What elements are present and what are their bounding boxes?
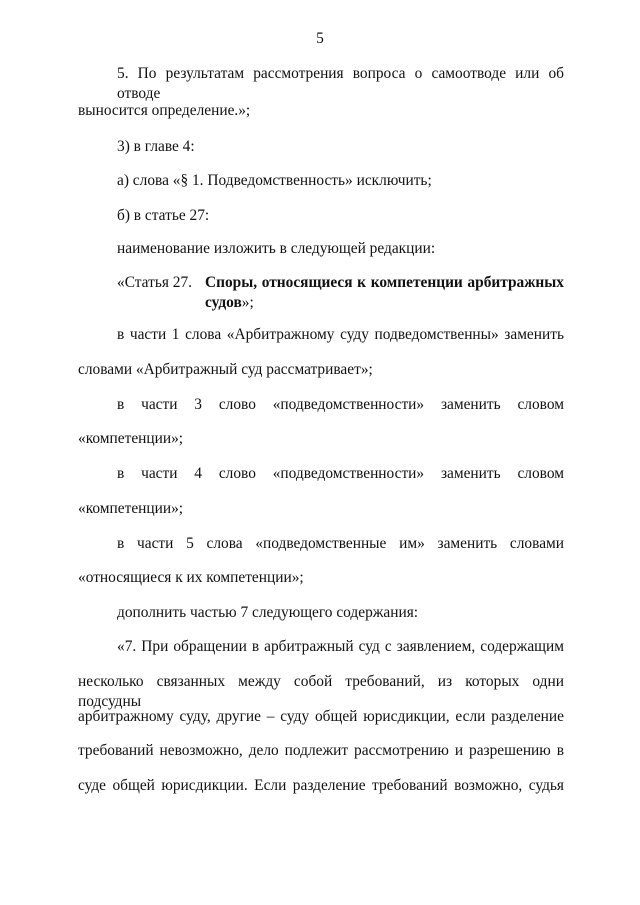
paragraph-line: арбитражному суду, другие – суду общей юрисдикции, если разделение xyxy=(78,708,564,725)
article-title-text: Споры, относящиеся к компетенции арбитражных судов xyxy=(205,274,564,311)
paragraph-line: 5. По результатам рассмотрения вопроса о самоотводе или об отводе xyxy=(117,65,564,102)
paragraph-line: в части 5 слова «подведомственные им» заменить словами xyxy=(117,535,564,552)
paragraph-line: наименование изложить в следующей редакции: xyxy=(117,240,436,257)
article-title xyxy=(205,273,564,313)
paragraph-line: «компетенции»; xyxy=(78,500,184,517)
paragraph-line: дополнить частью 7 следующего содержания: xyxy=(117,604,419,621)
article-title-end: »; xyxy=(241,294,254,311)
paragraph-line: «7. При обращении в арбитражный суд с заявлением, содержащим xyxy=(117,638,564,655)
paragraph-line: требований невозможно, дело подлежит рассмотрению и разрешению в xyxy=(78,742,564,759)
paragraph-line: выносится определение.»; xyxy=(78,102,251,119)
paragraph-line: 3) в главе 4: xyxy=(117,138,195,155)
article-label: «Статья 27. xyxy=(117,274,193,291)
paragraph-line: в части 1 слова «Арбитражному суду подведомственны» заменить xyxy=(117,326,564,343)
page-number: 5 xyxy=(316,30,324,47)
paragraph-line: в части 4 слово «подведомственности» заменить словом xyxy=(117,465,564,482)
paragraph-line: «компетенции»; xyxy=(78,430,184,447)
paragraph-line: словами «Арбитражный суд рассматривает»; xyxy=(78,361,373,378)
paragraph-line: «относящиеся к их компетенции»; xyxy=(78,569,304,586)
paragraph-line: несколько связанных между собой требований, из которых одни подсудны xyxy=(78,673,564,710)
paragraph-line: б) в статье 27: xyxy=(117,207,210,224)
paragraph-line: в части 3 слово «подведомственности» заменить словом xyxy=(117,396,564,413)
paragraph-line: а) слова «§ 1. Подведомственность» исключить; xyxy=(117,172,432,189)
paragraph-line: суде общей юрисдикции. Если разделение требований возможно, судья xyxy=(78,777,564,794)
